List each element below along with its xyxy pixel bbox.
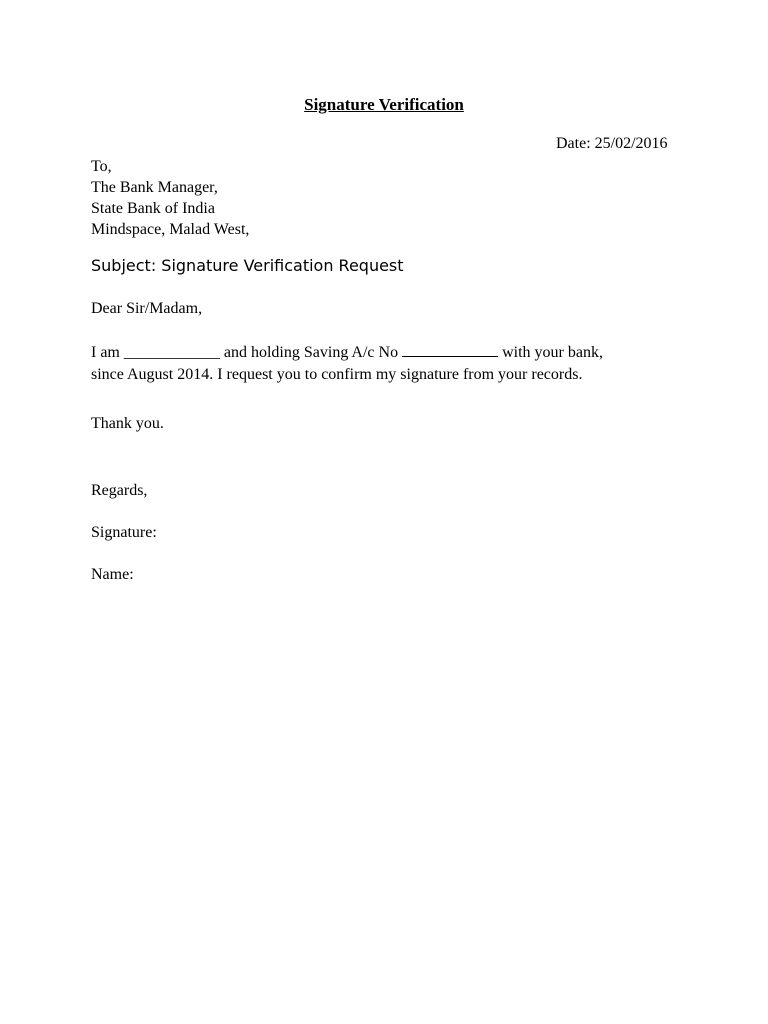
recipient-address	[91, 156, 249, 240]
letter-body	[91, 342, 603, 386]
body-line-1-suffix: with your bank,	[502, 344, 603, 361]
date-value: 25/02/2016	[594, 135, 668, 152]
body-line-1-middle: and holding Saving A/c No	[223, 344, 399, 361]
address-line-2: State Bank of India	[91, 200, 215, 217]
address-to: To,	[91, 158, 112, 175]
thanks-line: Thank you.	[91, 415, 164, 432]
body-line-2: since August 2014. I request you to confirm my signature from your records.	[91, 366, 583, 383]
body-line-1-prefix: I am	[91, 344, 120, 361]
address-line-3: Mindspace, Malad West,	[91, 221, 250, 238]
name-blank: ____________	[123, 344, 220, 361]
subject-line: Subject: Signature Verification Request	[91, 256, 404, 275]
name-label: Name:	[91, 566, 134, 583]
regards-line: Regards,	[91, 482, 148, 499]
address-line-1: The Bank Manager,	[91, 179, 218, 196]
salutation: Dear Sir/Madam,	[91, 300, 203, 317]
document-title: Signature Verification	[304, 95, 464, 114]
date-line	[556, 135, 668, 153]
date-label: Date:	[556, 135, 591, 152]
body-line-1	[91, 342, 603, 364]
account-number-blank	[402, 342, 498, 357]
signature-label: Signature:	[91, 524, 157, 541]
